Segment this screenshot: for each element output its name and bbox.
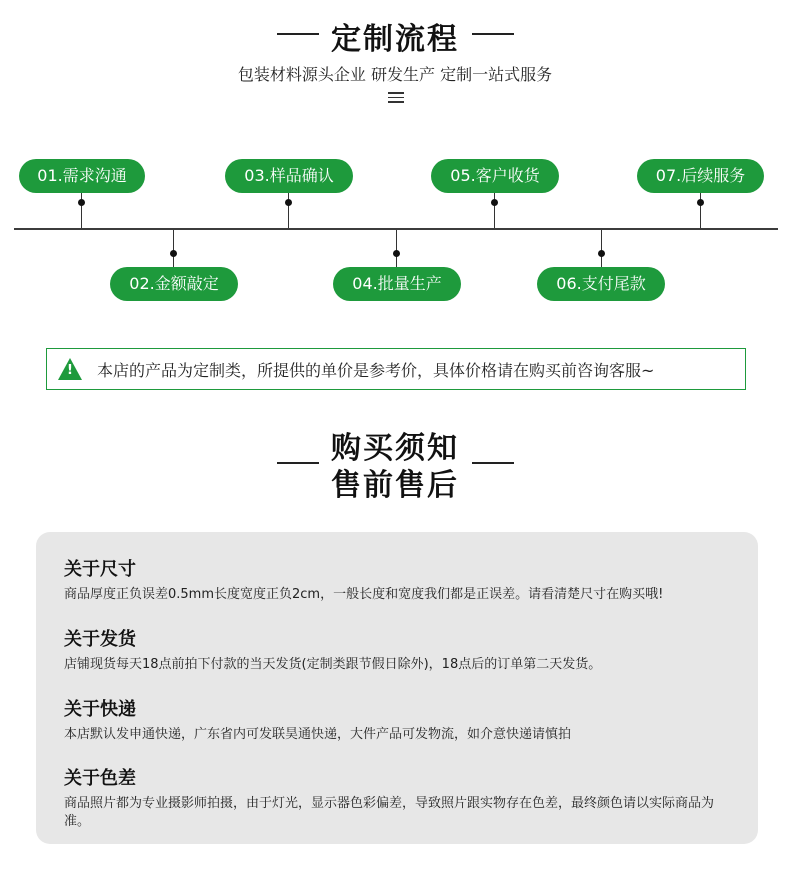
process-title: 定制流程: [331, 22, 459, 57]
timeline-stem: [173, 230, 174, 267]
title-divider-right: [472, 462, 514, 464]
section-body-courier: 本店默认发申通快递，广东省内可发联昊通快递，大件产品可发物流，如介意快递请慎拍: [64, 727, 572, 742]
timeline-stem: [396, 230, 397, 267]
step-06-final-payment: 06.支付尾款: [537, 267, 665, 301]
section-title-size: 关于尺寸: [64, 559, 136, 580]
step-01-needs-communication: 01.需求沟通: [19, 159, 145, 193]
menu-lines-icon: [388, 92, 404, 106]
step-04-mass-production: 04.批量生产: [333, 267, 461, 301]
warning-icon: [57, 357, 83, 381]
notice-text: 本店的产品为定制类，所提供的单价是参考价，具体价格请在购买前咨询客服~: [97, 360, 655, 380]
custom-price-notice: [46, 348, 746, 390]
section-body-color-difference: 商品照片都为专业摄影师拍摄，由于灯光，显示器色彩偏差，导致照片跟实物存在色差，最终颜色请以实际商品为准。: [64, 796, 715, 829]
step-05-customer-receipt: 05.客户收货: [431, 159, 559, 193]
timeline-dot: [285, 199, 292, 206]
step-03-sample-confirm: 03.样品确认: [225, 159, 353, 193]
section-title-shipping: 关于发货: [64, 629, 136, 650]
title-divider-right: [472, 33, 514, 35]
purchase-info-title-line2: 售前售后: [331, 468, 459, 503]
timeline-stem: [601, 230, 602, 267]
timeline-dot: [393, 250, 400, 257]
timeline-dot: [491, 199, 498, 206]
process-subtitle: 包装材料源头企业 研发生产 定制一站式服务: [237, 65, 553, 84]
warning-icon-mark: !: [67, 363, 73, 378]
section-body-shipping: 店铺现货每天18点前拍下付款的当天发货(定制类跟节假日除外)，18点后的订单第二天发货。: [64, 657, 602, 672]
section-body-size: 商品厚度正负误差0.5mm长度宽度正负2cm，一般长度和宽度我们都是正误差。请看清楚尺寸在购买哦!: [64, 587, 664, 602]
section-title-color-difference: 关于色差: [64, 768, 136, 789]
timeline-dot: [598, 250, 605, 257]
step-07-after-service: 07.后续服务: [637, 159, 764, 193]
timeline-dot: [78, 199, 85, 206]
timeline-dot: [697, 199, 704, 206]
section-title-courier: 关于快递: [64, 699, 136, 720]
step-02-price-confirm: 02.金额敲定: [110, 267, 238, 301]
purchase-info-title: [0, 430, 790, 504]
timeline-dot: [170, 250, 177, 257]
purchase-info-title-line1: 购买须知: [331, 431, 459, 466]
